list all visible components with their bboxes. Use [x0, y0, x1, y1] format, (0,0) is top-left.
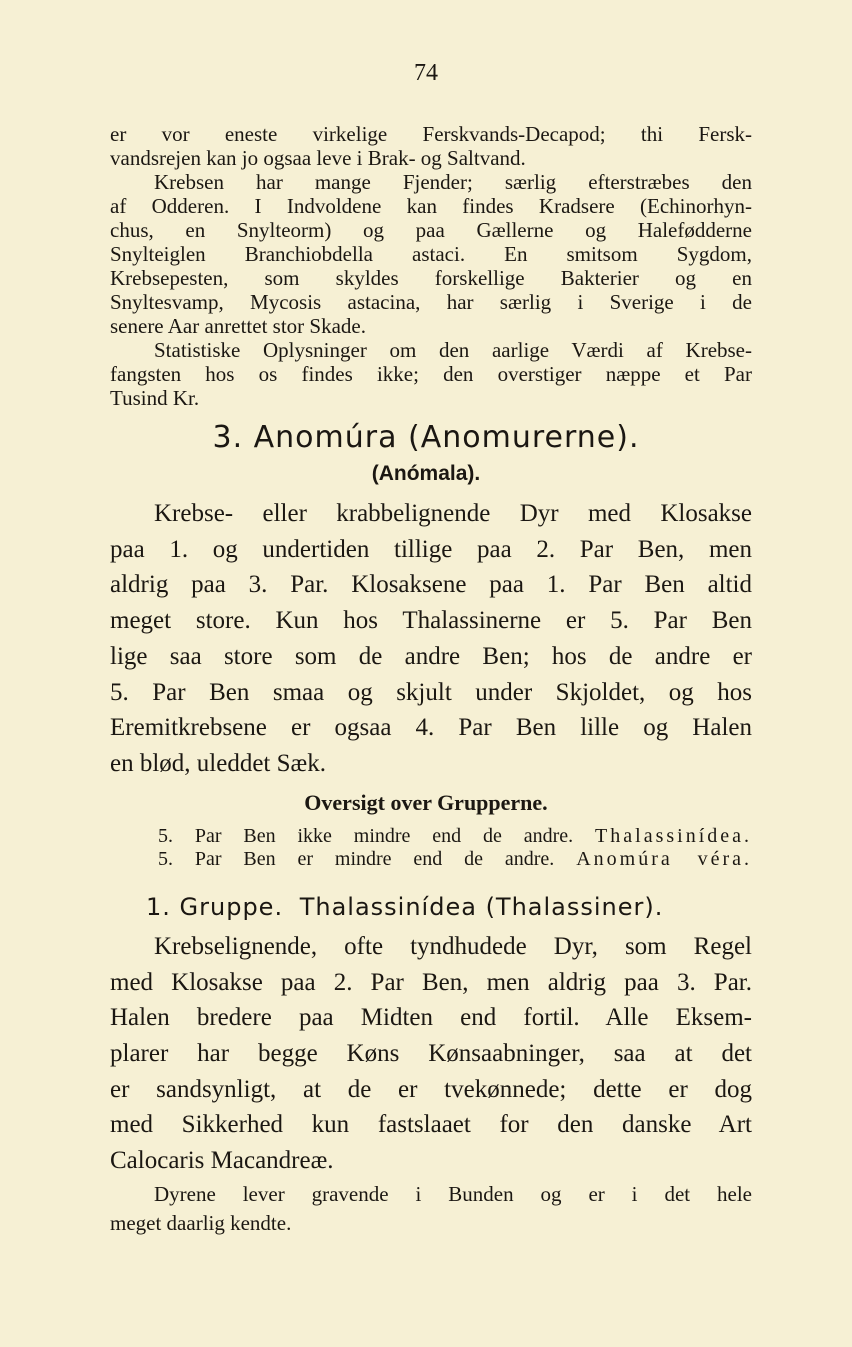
text-line: af Odderen. I Indvoldene kan findes Kradsere (Echinorhyn-	[110, 194, 752, 218]
text-line: med Klosakse paa 2. Par Ben, men aldrig paa 3. Par.	[110, 969, 752, 996]
text-line: fangsten hos os findes ikke; den overstiger næppe et Par	[110, 362, 752, 386]
text-line: plarer har begge Køns Kønsaabninger, saa at det	[110, 1040, 752, 1067]
text-line: chus, en Snylteorm) og paa Gællerne og Halefødderne	[110, 218, 752, 242]
text-line: Krebsen har mange Fjender; særlig efterstræbes den	[154, 170, 752, 194]
group-heading	[146, 893, 663, 921]
overview-row-text: 5. Par Ben er mindre end de andre.	[158, 848, 555, 870]
text-line: Statistiske Oplysninger om den aarlige Værdi af Krebse-	[154, 338, 752, 362]
text-line: meget store. Kun hos Thalassinerne er 5. Par Ben	[110, 607, 752, 634]
text-line: Krebse- eller krabbelignende Dyr med Klosakse	[154, 500, 752, 527]
text-line: meget daarlig kendte.	[110, 1211, 292, 1235]
group-name: Thalassinídea (Thalassiner).	[299, 893, 664, 921]
text-line: Krebselignende, ofte tyndhudede Dyr, som Regel	[154, 933, 752, 960]
text-line: en blød, uleddet Sæk.	[110, 750, 326, 777]
text-line: Tusind Kr.	[110, 386, 200, 410]
overview-row-text: 5. Par Ben ikke mindre end de andre.	[158, 825, 574, 847]
text-line: Calocaris Macandreæ.	[110, 1147, 334, 1174]
text-line: Krebsepesten, som skyldes forskellige Bakterier og en	[110, 266, 752, 290]
text-line: Snyltesvamp, Mycosis astacina, har særlig i Sverige i de	[110, 290, 752, 314]
overview-title: Oversigt over Grupperne.	[304, 790, 548, 815]
text-line: Halen bredere paa Midten end fortil. Alle Eksem-	[110, 1004, 752, 1031]
text-line: er sandsynligt, at de er tvekønnede; dette er dog	[110, 1076, 752, 1103]
section-title: 3. Anomúra (Anomurerne).	[212, 420, 640, 455]
overview-row	[158, 848, 752, 870]
text-line: er vor eneste virkelige Ferskvands-Decapod; thi Fersk-	[110, 122, 752, 146]
text-line: aldrig paa 3. Par. Klosaksene paa 1. Par Ben altid	[110, 571, 752, 598]
overview-row	[158, 825, 752, 847]
text-line: lige saa store som de andre Ben; hos de andre er	[110, 643, 752, 670]
text-line: Snylteiglen Branchiobdella astaci. En smitsom Sygdom,	[110, 242, 752, 266]
page-number: 74	[414, 60, 438, 86]
overview-row-group: Anomúra véra.	[576, 848, 753, 870]
text-line: Dyrene lever gravende i Bunden og er i det hele	[154, 1182, 752, 1206]
section-subtitle: (Anómala).	[371, 462, 481, 485]
text-line: Eremitkrebsene er ogsaa 4. Par Ben lille og Halen	[110, 714, 752, 741]
overview-row-group: Thalassinídea.	[595, 825, 753, 847]
text-line: paa 1. og undertiden tillige paa 2. Par Ben, men	[110, 536, 752, 563]
text-line: senere Aar anrettet stor Skade.	[110, 314, 366, 338]
text-line: med Sikkerhed kun fastslaaet for den danske Art	[110, 1111, 752, 1138]
text-line: vandsrejen kan jo ogsaa leve i Brak- og Saltvand.	[110, 146, 526, 170]
group-number: 1. Gruppe.	[146, 893, 284, 921]
text-line: 5. Par Ben smaa og skjult under Skjoldet, og hos	[110, 679, 752, 706]
